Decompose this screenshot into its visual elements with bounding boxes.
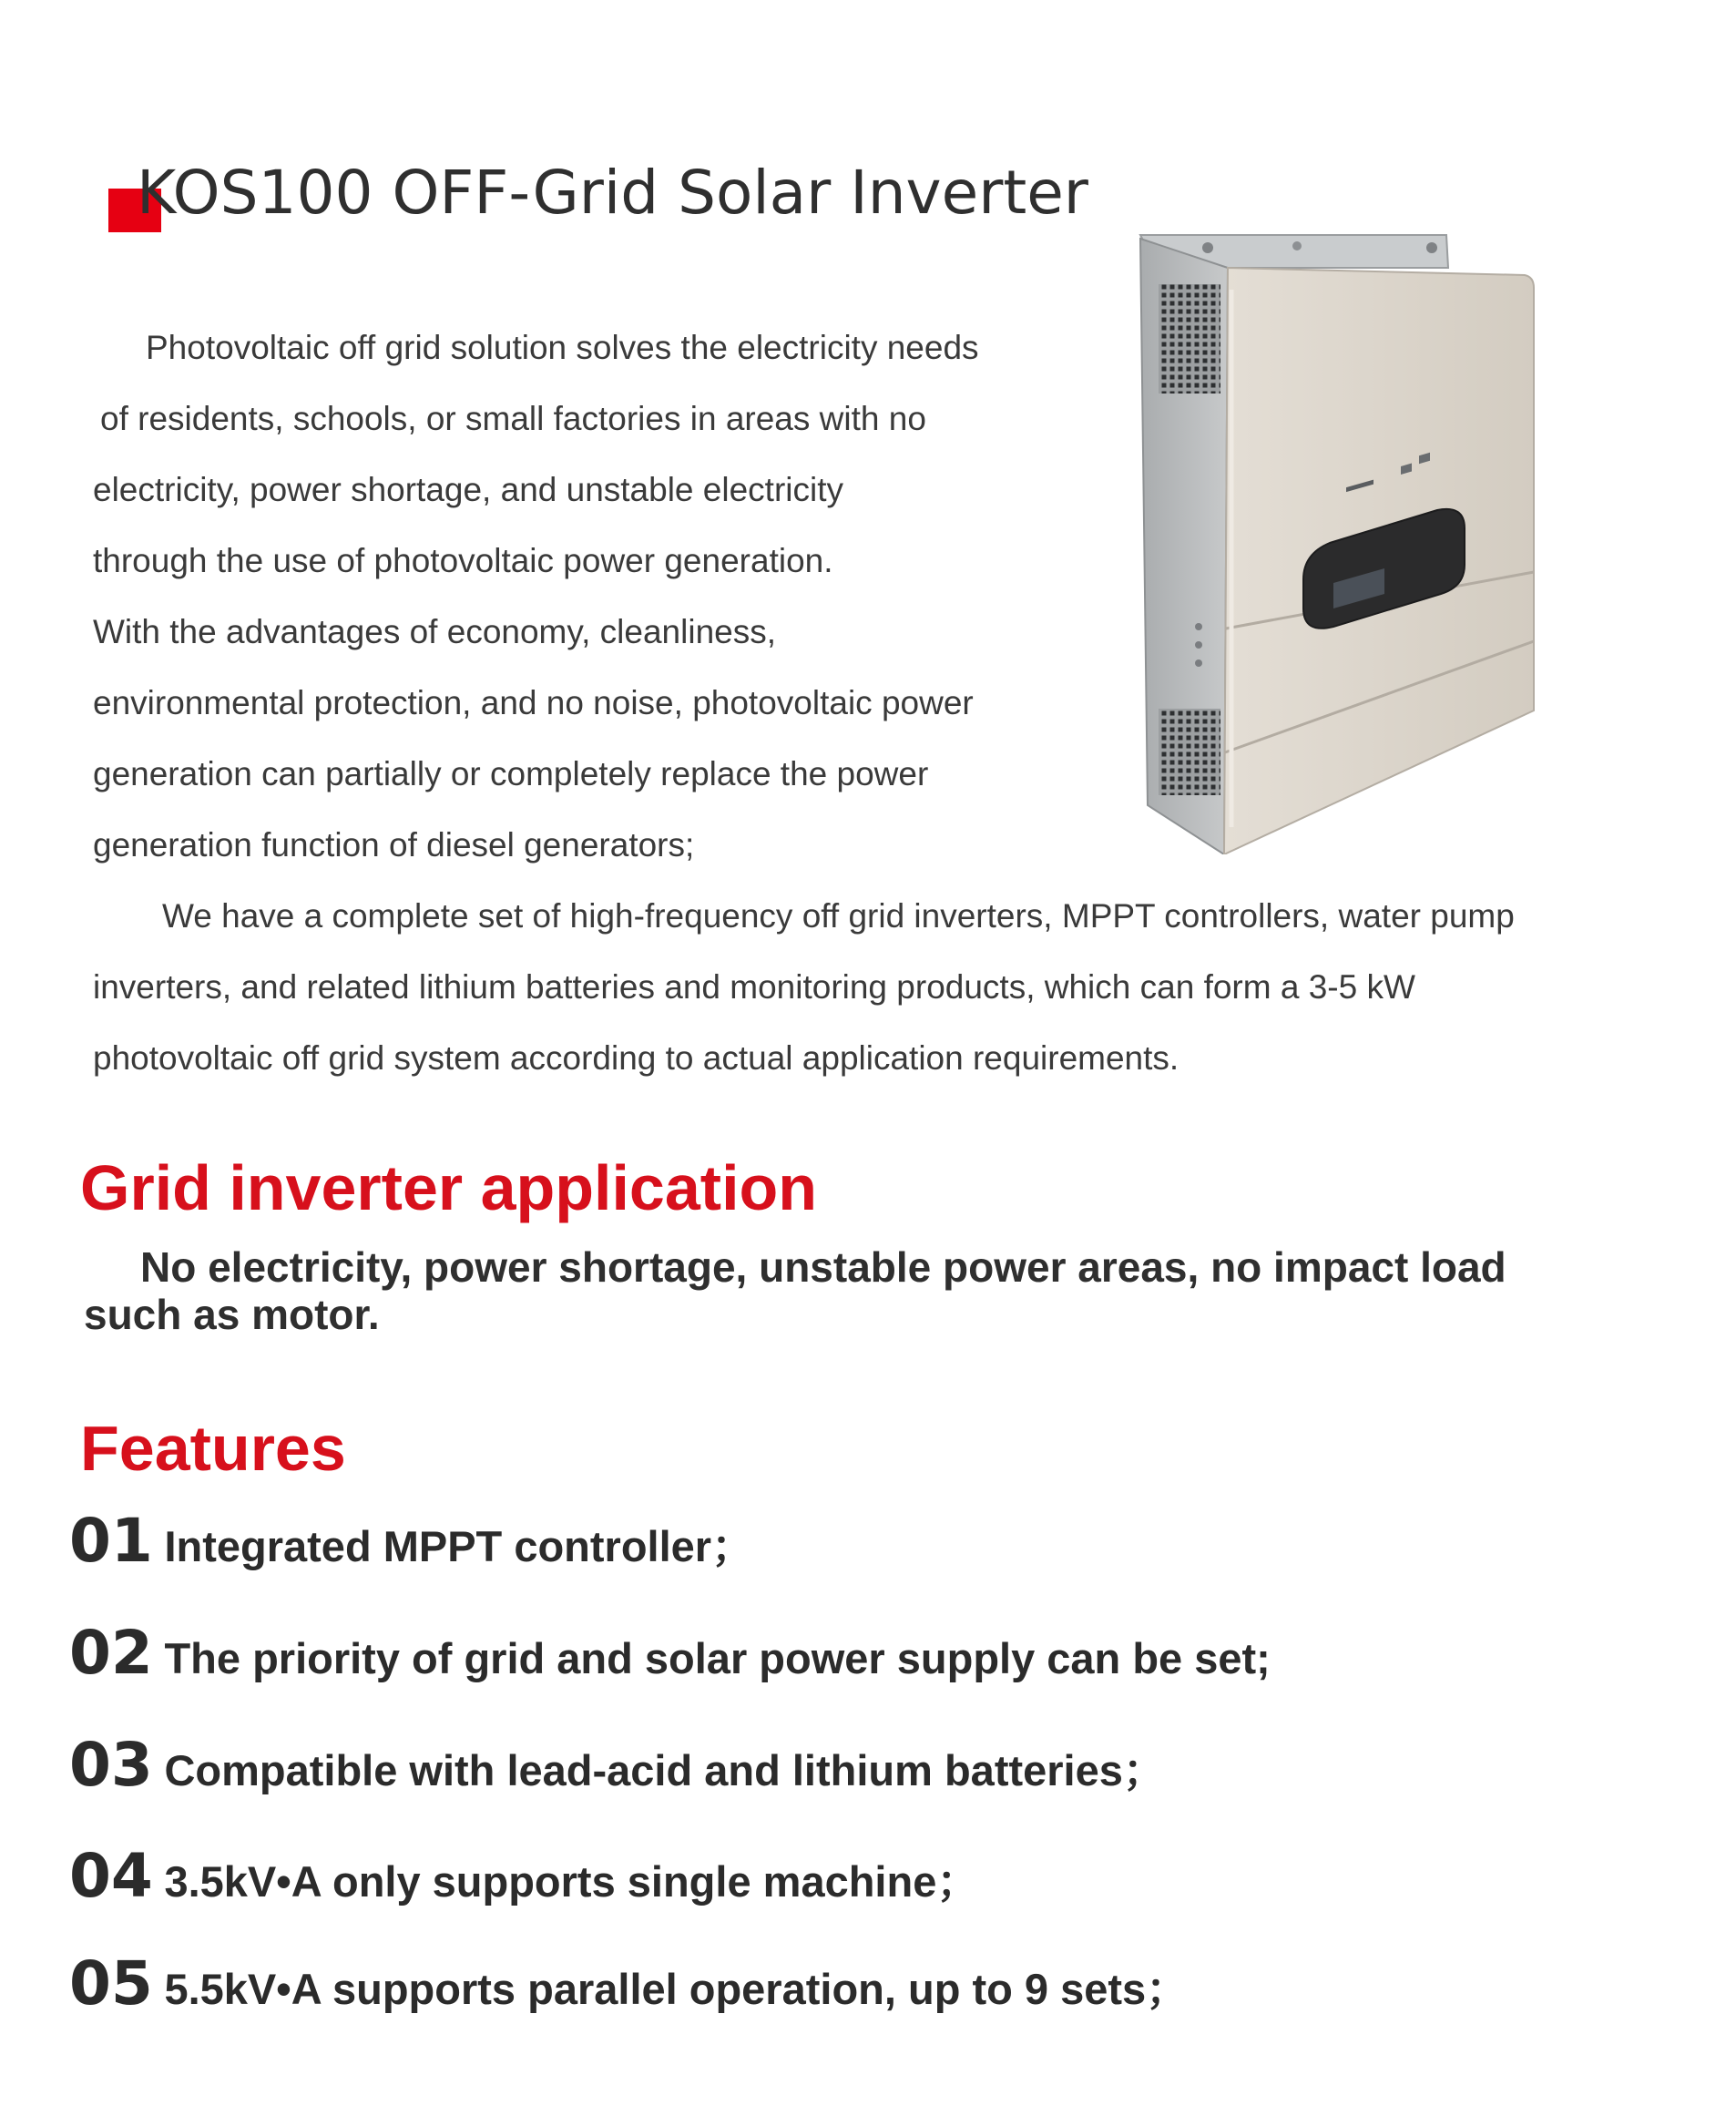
feature-item — [69, 1840, 979, 1918]
feature-text: 5.5kV•A supports parallel operation, up to 9 sets； — [164, 1965, 1190, 2013]
feature-item — [69, 1505, 754, 1583]
intro-line: environmental protection, and no noise, photovoltaic power — [93, 684, 974, 721]
feature-text: Integrated MPPT controller； — [164, 1522, 755, 1570]
intro-line: of residents, schools, or small factories in areas with no — [100, 400, 926, 437]
application-line: No electricity, power shortage, unstable power areas, no impact load — [140, 1243, 1506, 1291]
feature-item — [69, 1617, 1271, 1695]
feature-text: 3.5kV•A only supports single machine； — [164, 1857, 980, 1906]
inverter-product-image — [1128, 226, 1547, 854]
feature-text: Compatible with lead-acid and lithium batteries； — [164, 1746, 1166, 1794]
application-line: such as motor. — [84, 1291, 380, 1338]
intro-line: generation can partially or completely replace the power — [93, 755, 929, 792]
feature-item — [69, 1729, 1166, 1807]
feature-number: 04 — [69, 1841, 153, 1911]
page-title: KOS100 OFF-Grid Solar Inverter — [137, 158, 1088, 228]
feature-number: 02 — [69, 1618, 153, 1688]
intro-line: photovoltaic off grid system according to actual application requirements. — [93, 1039, 1179, 1077]
intro-line: With the advantages of economy, cleanliness, — [93, 613, 777, 650]
feature-number: 03 — [69, 1730, 153, 1800]
intro-line: inverters, and related lithium batteries and monitoring products, which can form a 3-5 kW — [93, 968, 1415, 1006]
feature-text: The priority of grid and solar power supply can be set; — [164, 1634, 1271, 1682]
intro-line: through the use of photovoltaic power generation. — [93, 542, 833, 579]
application-description — [84, 1243, 1506, 1338]
feature-number: 05 — [69, 1948, 153, 2019]
intro-line: We have a complete set of high-frequency off grid inverters, MPPT controllers, water pump — [162, 897, 1515, 935]
feature-item — [69, 1947, 1189, 2026]
application-heading: Grid inverter application — [80, 1152, 818, 1223]
feature-number: 01 — [69, 1506, 153, 1576]
intro-line: electricity, power shortage, and unstable electricity — [93, 471, 843, 508]
intro-line: Photovoltaic off grid solution solves the electricity needs — [146, 329, 979, 366]
features-heading: Features — [80, 1413, 346, 1484]
intro-line: generation function of diesel generators; — [93, 826, 695, 864]
